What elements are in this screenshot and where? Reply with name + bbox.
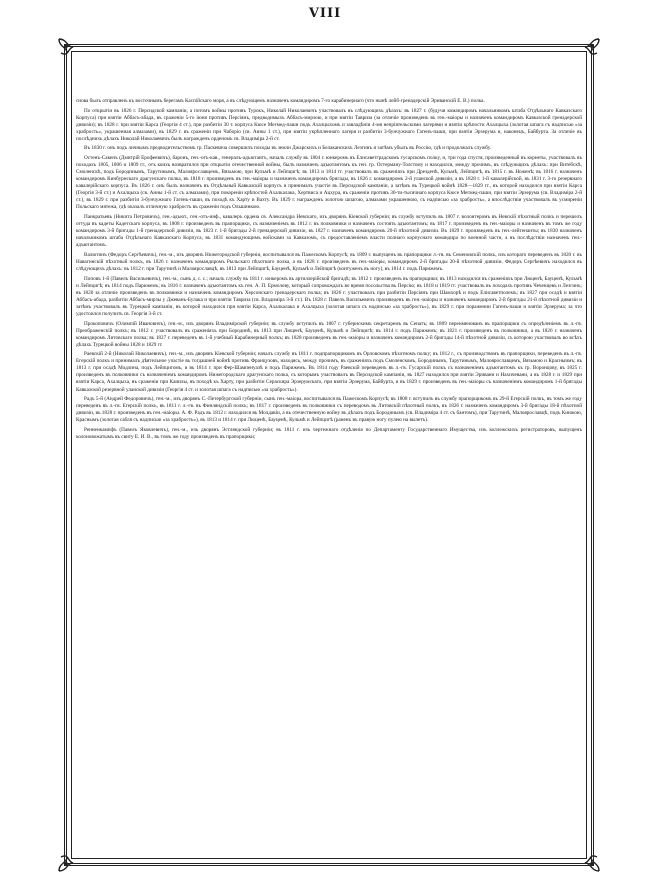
corner-ornament-icon [571,37,601,67]
paragraph-continuation: снова былъ отправленъ къ восточнымъ берегамъ Каспійскаго моря, а въ слѣдующемъ назначенъ командиромъ 7-го карабинернаго (что нынѣ лейб-гренадерскій Эриванскій Е. В.) полка. [76,98,485,104]
biography-text [76,98,582,860]
biography-entry: Валютинъ (Федоръ Сергѣевичъ), ген.-м., изъ дворянъ Нижегородской губерніи, воспитывался въ Пажескомъ Корпусѣ; въ 1809 г. выпущенъ въ прапорщики л.-гв. въ Семеновскій полкъ, изъ котораго переведенъ въ 1820 г. въ Навагинскій пѣхотный полкъ, въ 1826 г. назначенъ командиромъ Рыльскаго пѣхотнаго полка, а въ 1828 г. произведенъ въ ген.-маіоры, командиромъ 2-й бригады 20-й пѣхотной дивизіи. Федоръ Сергѣевичъ находился въ слѣдующихъ дѣлахъ: въ 1812 г. при Тарутинѣ и Малоярославцѣ, въ 1813 при Лейпцигѣ, Бауценѣ, Кульмѣ и Лейпцигѣ (контуженъ въ ногу), въ 1814 г. подъ Парижемъ. [76,251,582,272]
biography-entry: Остенъ-Сакенъ (Дмитрій Ерофеевичъ), баронъ, ген.-отъ-кав., генералъ-адъютантъ, началъ службу въ 1804 г. юнкеромъ въ Елисаветградскомъ гусарскомъ полку, и, три года спустя, произведенный въ корнеты, участвовалъ въ походахъ 1805, 1806 и 1809 гг., отъ коихъ возвратился при открытіи отечественной войны, былъ назначенъ адъютантомъ къ ген. гр. Остерману-Толстому и находился, между прочимъ, въ слѣдующихъ дѣлахъ: при Витебскѣ, Смоленскѣ, подъ Бородинымъ, Тарутинымъ, Малоярославцемъ, Вязьмою, при Кульмѣ и Лейпцигѣ; въ 1813 и 1814 гг. участвовалъ въ сраженіяхъ при Дрезденѣ, Кульмѣ, Лейпцигѣ, въ 1815 г. въ Ноженѣ; въ 1816 г. назначенъ командиромъ Кинбурнскаго драгунскаго полка, въ 1818 г. произведенъ въ ген.-маіоры и назначенъ командиромъ бригады, въ 1826 г. командиромъ 2-й уланской дивизіи, а въ 1828 г. 1-й кавалерійской, въ 1831 г. 3-го резервнаго кавалерійскаго корпуса. Въ 1826 г. онъ былъ назначенъ въ Отдѣльный Кавказскій корпусъ и принималъ участіе въ Персидской кампаніи, а затѣмъ въ Турецкой войнѣ 1828—1829 гг., въ которой находился при взятіи Карса (Георгія 3-й ст.) и Ахалцыха (св. Анны 1-й ст. съ алмазами), при покореніи крѣпостей Ахалкалака, Хертвиса и Ацхура, въ сраженіи противъ 30-ти-тысячнаго корпуса Кюсе Мегмед-паши, при взятіи Эрзерума (св. Владиміра 2-й ст.), въ 1829 г. при разбитіи 3-бунчужнаго Гагенъ-паши, въ походѣ къ Харту и Вахту. Въ 1829 г. награжденъ золотою шпагою, алмазами украшенною, съ надписью «за храбрость», а впослѣдствіи участвовалъ въ усмиреніи Польскаго мятежа, гдѣ оказалъ отличную храбрость въ сраженіи подъ Ольшинкою. [76,155,582,211]
biography-entry: Панкратьевъ (Никита Петровичъ), ген.-адъют., ген.-отъ-инф., кавалеръ ордена св. Александра Невскаго, изъ дворянъ Кіевской губерніи; въ службу вступилъ въ 1807 г. волонтеромъ въ Невскій пѣхотный полкъ и перешелъ оттуда въ кадеты Кадетскаго корпуса, въ 1808 г. произведенъ въ прапорщики, съ назначеніемъ въ 1812 г. въ полковники и назначенъ состоять адъютантомъ; въ 1817 г. произведенъ въ ген.-маіоры и назначенъ въ томъ же году командиромъ 3-й бригады 1-й гренадерской дивизіи, въ 1823 г. 1-й бригады 2-й гренадерской дивизіи, въ 1827 г. назначенъ командиромъ 20-й пѣхотной дивизіи. Въ 1829 г. произведенъ въ ген.-лейтенанты; въ 1830 назначенъ начальникомъ штаба Отдѣльнаго Кавказскаго Корпуса, въ 1831 командующимъ войсками за Кавказомъ, съ предоставленіемъ власти полнаго корпуснаго командира по военной части, а въ послѣдствіи назначенъ ген.-адъютантомъ. [76,214,582,249]
biography-entry: Поповъ 1-й (Павелъ Васильевичъ), ген.-м., сынъ д. с. с.; началъ службу въ 1811 г. юнкеромъ въ артиллерійской бригадѣ; въ 1812 г. произведенъ въ прапорщики; въ 1813 находился въ сраженіяхъ при Люценѣ, Бауценѣ, Кульмѣ и Лейпцигѣ; въ 1814 подъ Парижемъ; въ 1816 г. назначенъ адъютантомъ къ ген. А. П. Ермолову, который сопровождалъ во время посольства въ Персію; въ 1818 и 1819 гг. участвовалъ въ походахъ противъ Чеченцевъ и Лезгинъ; въ 1820 за отличіе произведенъ въ полковники и назначенъ командиромъ Херсонскаго гренадерскаго полка; въ 1826 г. участвовалъ при разбитіи Персіянъ при Шамхорѣ и подъ Елисаветполемъ; въ 1827 при осадѣ и взятіи Аббасъ-абада, разбитіи Аббасъ-мирзы у Джеванъ-Булака и при взятіи Тавриза (св. Владиміра 3-й ст.). Въ 1828 г. Павелъ Васильевичъ произведенъ въ ген.-маіоры и назначенъ командиромъ 2-й бригады 21-й пѣхотной дивизіи и затѣмъ участвовалъ въ Турецкой кампаніи, въ которой находился при взятіи Карса, Ахалкалака и Ахалцыха (золотая шпага съ надписью «за храбрость»), въ 1829 г. при поражении Гагенъ-паши и взятіи Эрзерума; за что удостоился получить св. Георгія 3-й ст. [76,275,582,317]
page-number: VIII [308,6,342,21]
paragraph-continuation: По открытіи въ 1826 г. Персидской кампаніи, а потомъ войны противъ Турокъ, Николай Николаевичъ участвовалъ въ слѣдующихъ дѣлахъ: въ 1827 г. (будучи командиромъ начальникомъ штаба Отдѣльнаго Кавказскаго Корпуса) при взятіи Аббасъ-абада, въ сраженіи 5-го іюня противъ Персіянъ, предводимыхъ Аббасъ-мирзою, и при взятіи Тавриза (за отличіе произведенъ въ ген.-маіоры и назначенъ командиромъ Кавказской гренадерской дивизіи); въ 1828 г. при взятіи Карса (Георгія 4 ст.), при разбитіи 30 т. корпуса Кюсе Мегмед-паши подъ Ахалцыхомъ и завладѣніи 4-мя непріятельскими лагерями и взятіи крѣпости Ахалцыха (золотая шпага съ надписью «за храбрость», украшенная алмазами), въ 1829 г. въ сраженіи при Чаборіо (св. Анны 1 ст.), при взятіи укрѣпленнаго лагеря и разбитіи 3-бунчужнаго Гагенъ-паши, при взятіи Эрзерума и, наконецъ, Байбурта. За отличіе въ послѣднихъ дѣлахъ Николай Николаевичъ былъ награжденъ орденомъ св. Владиміра 2-й ст. [76,107,582,142]
paragraph-continuation: Въ 1830 г. онъ подъ личнымъ предводительствомъ гр. Паскевича совершилъ походы въ земли Джарскихъ и Белаканскихъ Лезгинъ и затѣмъ убылъ въ Россію, гдѣ и продолжалъ службу. [84,145,492,152]
corner-ornament-icon [57,37,87,67]
biography-entry: Прокоповичъ (Олимпій Ивановичъ), ген.-м., изъ дворянъ Владимірской губерніи; въ службу вступилъ въ 1807 г. губернскимъ секретаремъ въ Сенатъ; въ 1809 переименованъ въ прапорщики съ опредѣленіемъ въ л.-гв. Преображенскій полкъ; въ 1812 г. участвовалъ въ сраженіяхъ при Бородинѣ, въ 1813 при Люценѣ, Бауценѣ, Кульмѣ и Лейпцигѣ; въ 1814 г. подъ Парижемъ; въ 1821 г. произведенъ въ полковники, а въ 1826 г. назначенъ командиромъ Литовскаго полка; въ 1827 г. переведенъ въ 1-й учебный Карабинерный полкъ; въ 1828 произведенъ въ ген.-маіоры и назначенъ командиромъ 2-й бригады 14-й пѣхотной дивизіи, съ которою участвовалъ во всѣхъ дѣлахъ Турецкой войны 1828 и 1829 гг. [76,320,582,348]
biography-entry: Раевскій 2-й (Николай Николаевичъ), ген.-м., изъ дворянъ Кіевской губерніи; началъ службу въ 1811 г. подпрапорщикомъ въ Орловскомъ пѣхотномъ полку; въ 1812 г., съ производствомъ въ прапорщики, переведенъ въ л.-гв. Егерскій полкъ и принималъ дѣятельное участіе въ тогдашней войнѣ противъ Французовъ, находясь, между прочимъ, въ сраженіяхъ подъ Смоленскомъ, Бородинымъ, Тарутинымъ, Малоярославцемъ, Вязьмою и Красныимъ; въ 1813 г. при осадѣ Модлина, подъ Лейпцигомъ, и въ 1814 г. при Фер-Шампенуазѣ и подъ Парижемъ. Въ 1814 году Раевскій переведенъ въ л.-гв. Гусарскій полкъ съ назначеніемъ адъютантомъ къ гр. Воронцову, въ 1825 г. произведенъ въ полковники съ назначеніемъ командиромъ Нижегородскаго драгунскаго полка, съ которымъ участвовалъ въ Персидской кампаніи, въ 1827 находился при взятіи Эривани и Нахичевани, а въ 1828 г. и 1829 при взятіи Карса, Ахалцыха, въ сраженіи при Каинлы, въ походѣ къ Харту, при разбитіи Сераскира Эрзерумскаго, при взятіи Эрзерума, Байбурта, и въ 1829 г. произведенъ въ ген.-маіоры съ назначеніемъ командиромъ 1-й бригады Кавказской резервной уланской дивизіи (Георгія 4 ст. и золотая шпага съ надписью «за храбрость»). [76,351,582,393]
biography-entry: Радъ 5-й (Андрей Федоровичъ), ген.-м., изъ дворянъ С.-Петербургской губерніи, сынъ ген.-маіора, воспитывался въ Пажескомъ Корпусѣ; въ 1808 г. вступилъ въ службу прапорщикомъ въ 29-й Егерскій полкъ, въ томъ же году переведенъ въ л.-гв. Егерскій полкъ, въ 1811 г. л.-гв. въ Финляндскій полкъ; въ 1817 г. произведенъ въ полковники съ переводомъ въ Литовскій пѣхотный полкъ, въ 1826 г. назначенъ командиромъ 3-й бригады 18-й пѣхотной дивизіи, въ 1828 г. произведенъ въ ген.-маіоры. А. Ф. Радъ въ 1812 г. находился въ Молдавіи, а въ отечественную войну въ дѣлахъ подъ Бородинымъ (св. Владиміра 4 ст. съ бантомъ), при Тарутинѣ, Малоярославцѣ, подъ Кинжою, Краснымъ (золотая сабля съ надписью «за храбрость»), въ 1813 и 1814 г. при Люценѣ, Бауценѣ, Кульмѣ и Лейпцигѣ (раненъ въ правую ногу пулею на вылетъ). [76,396,582,424]
biography-entry: Ренненкампфъ (Павелъ Яковлевичъ), ген.-м., изъ дворянъ Эстляндской губерніи; въ 1811 г. изъ чертежнаго отдѣленія по Департаменту Государственнаго Имущества, изъ коллежскихъ регистраторовъ, выпущенъ колоновожатымъ въ свиту Е. И. В., въ томъ же году произведенъ въ прапорщики; [76,426,582,440]
